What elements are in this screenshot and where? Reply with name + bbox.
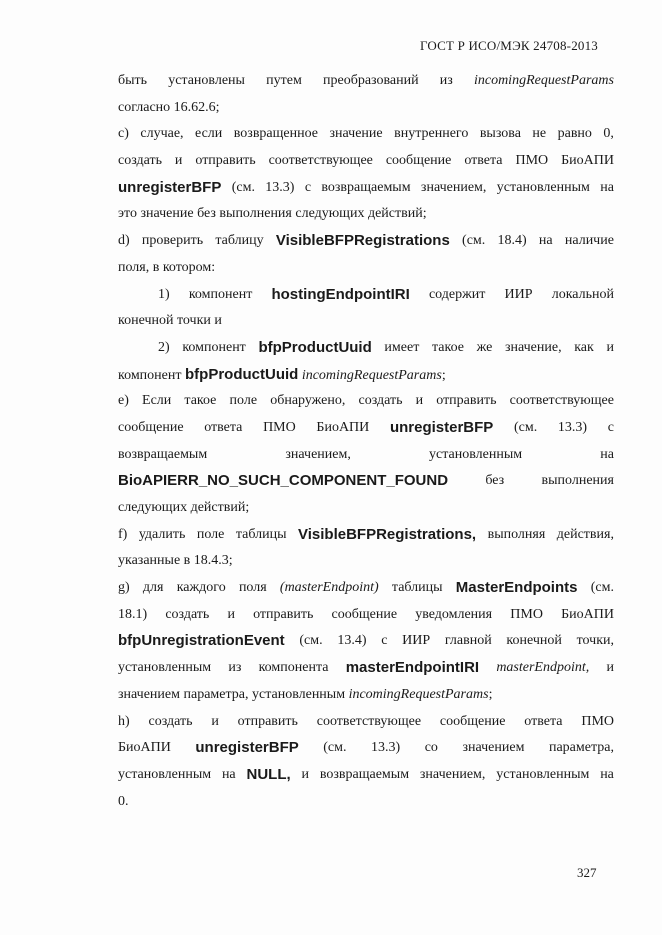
text-segment: ПМО [510,606,543,622]
text-segment: (см. [590,580,614,596]
code-term: BioAPIERR_NO_SUCH_COMPONENT_FOUND [118,472,449,490]
text-segment: установленным [118,660,212,676]
text-segment: с [381,633,388,649]
text-segment: ПМО [263,419,296,435]
text-segment: компонент [182,339,246,355]
text-segment: и [211,713,219,729]
text-segment: ПМО [515,153,549,169]
text-segment: f) [118,526,128,542]
text-segment: конечной точки и [118,313,222,329]
text-segment: компонент [188,286,253,302]
text-line [118,175,614,202]
text-segment: возвращаемым [118,446,208,462]
text-line [118,201,614,228]
text-segment: соответствующее [509,393,614,409]
code-term: bfpProductUuid [185,365,299,383]
text-line [118,709,614,736]
text-line [118,762,614,789]
text-segment: значением, [419,766,486,782]
page-number: 327 [577,865,597,880]
text-segment: e) [118,393,129,409]
text-segment: сообщение [118,419,184,435]
text-segment: 18.1) [118,606,148,622]
text-segment: и [301,766,310,782]
text-segment: таблицы [391,580,443,596]
text-segment: 0. [118,793,129,809]
text-line [118,255,614,282]
text-segment: значение, [504,339,562,355]
text-segment: случае, [140,126,184,142]
text-segment: 2) [158,339,170,355]
code-term: NULL, [246,765,291,783]
text-line [118,362,614,389]
text-segment: следующих действий; [118,500,250,515]
text-segment: путем [266,73,302,88]
text-segment: 18.4) [497,233,527,249]
text-segment: на [600,766,614,782]
text-segment: значением, [420,179,487,195]
text-segment: (см. [323,740,347,756]
text-segment: ИИР [504,286,533,302]
text-segment: 13.3) [371,740,401,756]
text-segment: поле [229,393,258,409]
text-segment: с [607,419,614,435]
text-segment: конечной [506,633,562,649]
text-segment: на [600,179,614,195]
text-segment: c) [118,126,129,142]
text-segment: 13.4) [337,633,367,649]
italic-term: masterEndpoint, [496,660,590,676]
text-segment: возвращенное [233,126,319,142]
text-line [118,148,614,175]
text-segment: отправить [253,606,314,622]
text-segment: поле [196,526,225,542]
text-segment: обнаружено, [270,393,346,409]
text-segment: и [606,660,614,676]
document-body [118,68,614,815]
text-segment: значение [329,126,383,142]
text-segment: указанные в 18.4.3; [118,553,233,569]
text-line [118,335,614,362]
text-line [118,628,614,655]
code-term: bfpProductUuid [258,338,372,356]
text-segment: для [142,580,164,596]
text-segment: из [228,660,242,676]
text-line [118,121,614,148]
code-term: unregisterBFP [389,418,494,436]
text-segment: ПМО [581,713,614,729]
text-segment: выполняя [487,526,546,542]
italic-term: incomingRequestParams [348,686,489,702]
text-segment: h) [118,713,130,729]
document-header: ГОСТ Р ИСО/МЭК 24708-2013 [419,38,598,53]
text-segment: значением, [285,446,351,462]
text-segment: каждого [176,580,226,596]
code-term: VisibleBFPRegistrations, [298,525,477,543]
text-segment: имеет [384,339,420,355]
text-segment: и [415,393,424,409]
text-segment: установленным [496,766,590,782]
text-line [118,602,614,629]
text-line [118,522,614,549]
text-segment: поля, в котором: [118,259,216,275]
text-segment: и [227,606,235,622]
text-segment: установленным [496,179,590,195]
text-line [118,548,614,575]
text-segment: согласно 16.62.6; [118,99,220,115]
text-segment: 0, [603,126,614,142]
text-segment: возвращаемым [319,766,410,782]
text-segment: на [221,766,236,782]
text-segment: внутреннего [394,126,469,142]
text-line [118,95,614,122]
text-segment: создать [358,393,403,409]
text-segment: соответствующее [268,153,373,169]
text-segment: сообщение [439,713,506,729]
text-segment: сообщение [385,153,452,169]
text-segment: компонент [118,367,185,383]
text-line [118,388,614,415]
text-segment: БиоАПИ [561,153,614,169]
text-segment: главной [444,633,492,649]
code-term: unregisterBFP [118,178,222,196]
text-segment: вызова [479,126,521,142]
text-segment: уведомления [415,606,493,622]
text-segment: 13.3) [557,419,588,435]
text-segment: таблицу [215,233,264,249]
text-line [118,682,614,709]
italic-term: (masterEndpoint) [279,580,379,596]
text-segment: точки, [576,633,614,649]
text-line [118,282,614,309]
code-term: MasterEndpoints [455,579,578,597]
text-segment: удалить [138,526,186,542]
text-segment: действия, [556,526,614,542]
code-term: masterEndpointIRI [345,659,480,677]
text-segment: возвращаемым [321,179,411,195]
text-segment: 13.3) [265,179,295,195]
text-segment: равно [557,126,592,142]
text-segment: ИИР [402,633,431,649]
text-segment: быть [118,73,148,88]
text-segment: ; [441,367,446,383]
code-term: unregisterBFP [195,739,299,757]
text-segment: такое [184,393,217,409]
text-segment: выполнения [541,473,614,489]
text-segment: значением параметра, установленным [118,686,349,702]
text-segment: наличие [564,233,614,249]
text-segment: установлены [168,73,245,88]
text-segment: же [476,339,493,355]
text-segment: (см. [462,233,486,249]
text-segment: на [600,446,614,462]
text-segment: g) [118,580,130,596]
text-segment: создать [165,606,210,622]
text-segment: ответа [464,153,503,169]
code-term: hostingEndpointIRI [271,285,410,303]
text-segment: 1) [158,286,170,302]
code-term: bfpUnregistrationEvent [118,632,285,650]
text-segment: это значение без выполнения следующих действий; [118,206,427,222]
text-segment: на [538,233,553,249]
text-segment: отправить [436,393,497,409]
text-segment: d) [118,233,130,249]
text-segment: сообщение [331,606,398,622]
text-segment: установленным [118,766,212,782]
text-line [118,495,614,522]
text-segment: БиоАПИ [118,740,171,756]
text-segment: ответа [524,713,563,729]
text-segment: отправить [237,713,298,729]
text-segment: не [532,126,547,142]
text-segment: со [424,740,438,756]
text-line [118,789,614,816]
text-segment: создать [148,713,193,729]
text-segment: (см. [299,633,323,649]
text-segment: проверить [141,233,204,249]
text-line [118,735,614,762]
text-line [118,228,614,255]
text-segment: ответа [204,419,243,435]
text-line [118,442,614,469]
text-segment: таблицы [235,526,287,542]
text-segment: (см. [513,419,538,435]
text-segment: БиоАПИ [316,419,370,435]
text-line [118,68,614,95]
text-segment: если [195,126,223,142]
text-segment: преобразований [322,73,419,88]
text-segment: и [174,153,183,169]
text-segment: создать [118,153,162,169]
text-segment: как [574,339,594,355]
text-segment: (см. [231,179,255,195]
text-segment: содержит [428,286,486,302]
text-segment: отправить [195,153,256,169]
text-segment: локальной [551,286,614,302]
text-segment: установленным [429,446,523,462]
text-segment: с [304,179,312,195]
text-line [118,468,614,495]
text-line [118,575,614,602]
text-line [118,415,614,442]
text-segment: из [439,73,453,88]
text-segment: Если [142,393,172,409]
italic-term: incomingRequestParams [301,367,442,383]
italic-term: incomingRequestParams [473,73,614,88]
text-line [118,655,614,682]
text-segment: и [606,339,614,355]
code-term: VisibleBFPRegistrations [275,232,450,250]
text-segment: параметра, [548,740,614,756]
text-segment: без [485,473,505,489]
text-segment: поля [238,580,267,596]
text-segment: ; [488,686,493,702]
text-segment: соответствующее [316,713,422,729]
text-segment: БиоАПИ [561,606,614,622]
text-segment: компонента [258,660,329,676]
text-line [118,308,614,335]
text-segment: такое [431,339,464,355]
text-segment: значением [462,740,525,756]
